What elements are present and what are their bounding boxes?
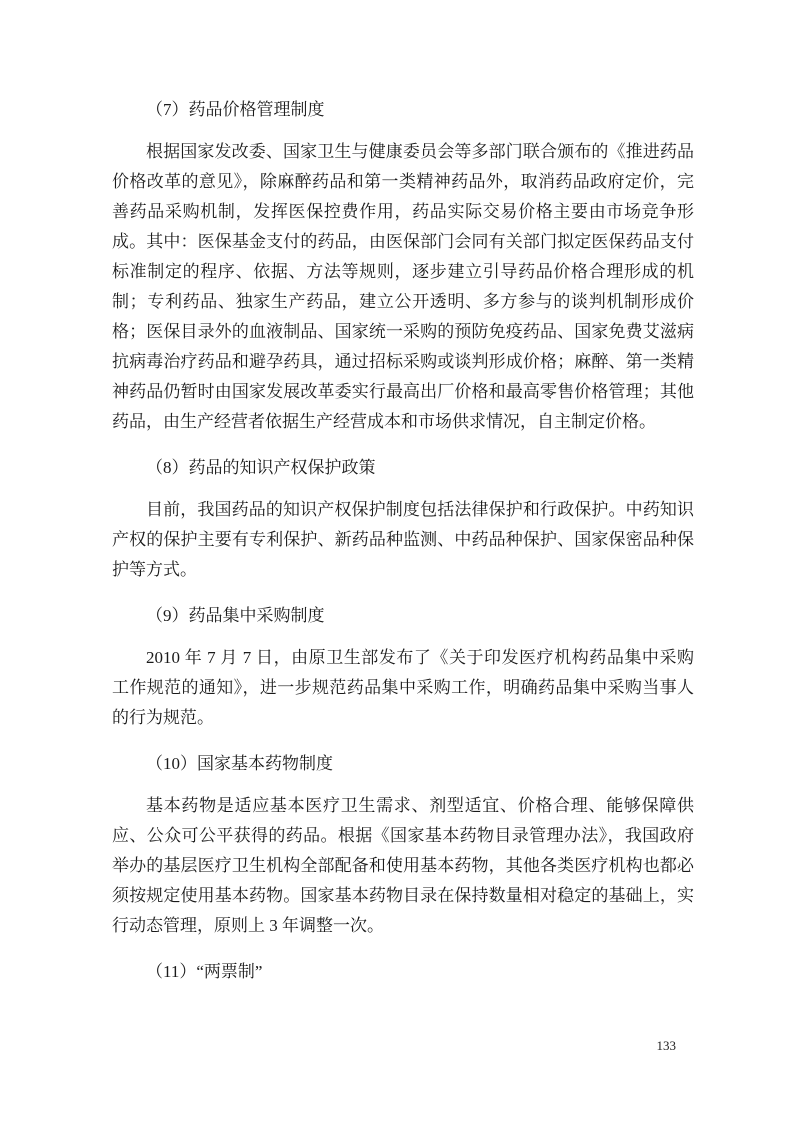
section-heading-9: （9）药品集中采购制度 [146, 606, 325, 625]
section-heading-11: （11）“两票制” [146, 962, 263, 981]
section-paragraph-9: 2010 年 7 月 7 日，由原卫生部发布了《关于印发医疗机构药品集中采购工作规范的通知》，进一步规范药品集中采购工作，明确药品集中采购当事人的行为规范。 [112, 648, 694, 727]
section-heading-7: （7）药品价格管理制度 [146, 100, 325, 119]
page-content [112, 95, 694, 999]
section-heading-10: （10）国家基本药物制度 [146, 754, 333, 773]
section-paragraph-8: 目前，我国药品的知识产权保护制度包括法律保护和行政保护。中药知识产权的保护主要有专利保护、新药品种监测、中药品种保护、国家保密品种保护等方式。 [112, 500, 694, 579]
page-number: 133 [656, 1038, 676, 1053]
section-paragraph-7: 根据国家发改委、国家卫生与健康委员会等多部门联合颁布的《推进药品价格改革的意见》，除麻醉药品和第一类精神药品外，取消药品政府定价，完善药品采购机制，发挥医保控费作用，药品实际交易价格主要由市场竞争形成。其中：医保基金支付的药品，由医保部门会同有关部门拟定医保药品支付标准制定的程序、依据、方法等规则，逐步建立引导药品价格合理形成的机制；专利药品、独家生产药品，建立公开透明、多方参与的谈判机制形成价格；医保目录外的血液制品、国家统一采购的预防免疫药品、国家免费艾滋病抗病毒治疗药品和避孕药具，通过招标采购或谈判形成价格；麻醉、第一类精神药品仍暂时由国家发展改革委实行最高出厂价格和最高零售价格管理；其他药品，由生产经营者依据生产经营成本和市场供求情况，自主制定价格。 [112, 142, 694, 431]
section-paragraph-10: 基本药物是适应基本医疗卫生需求、剂型适宜、价格合理、能够保障供应、公众可公平获得的药品。根据《国家基本药物目录管理办法》，我国政府举办的基层医疗卫生机构全部配备和使用基本药物，其他各类医疗机构也都必须按规定使用基本药物。国家基本药物目录在保持数量相对稳定的基础上，实行动态管理，原则上 3 年调整一次。 [112, 796, 694, 935]
section-heading-8: （8）药品的知识产权保护政策 [146, 458, 376, 477]
